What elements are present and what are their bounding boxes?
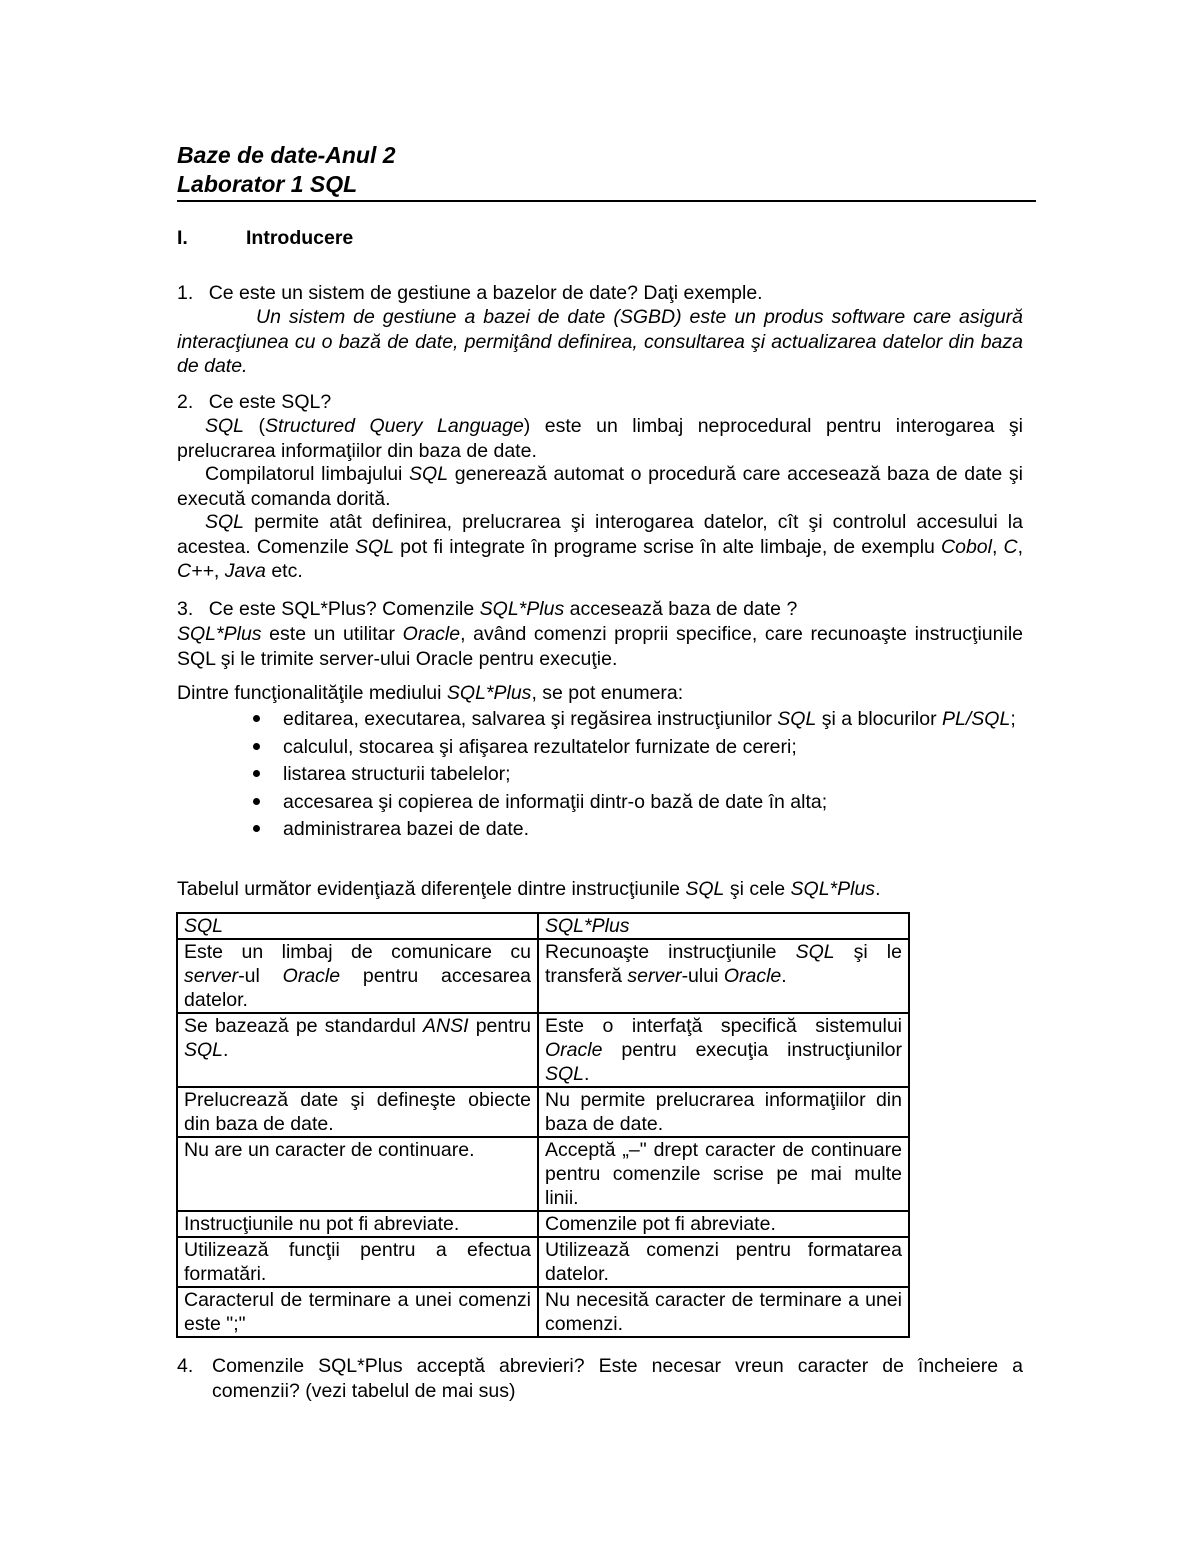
question-text: Comenzile SQL*Plus acceptă abrevieri? Este necesar vreun caracter de încheiere a comenzii? (vezi tabelul de mai sus)	[212, 1355, 1023, 1402]
table-cell: Este o interfaţă specifică sistemului Oracle pentru execuţia instrucţiunilor SQL.	[538, 1013, 909, 1087]
table-cell: Nu necesită caracter de terminare a unei comenzi.	[538, 1287, 909, 1337]
answer-2-paragraph-2: Compilatorul limbajului SQL generează automat o procedură care accesează baza de date şi execută comanda dorită.	[177, 463, 1023, 510]
question-text: Ce este SQL?	[208, 391, 332, 413]
question-number: 3.	[177, 598, 194, 620]
table-row	[177, 1211, 909, 1237]
section-title: Introducere	[246, 227, 354, 249]
table-cell: Utilizează funcţii pentru a efectua formatări.	[177, 1237, 538, 1287]
table-row	[177, 1013, 909, 1087]
table-header-cell: SQL*Plus	[538, 913, 909, 939]
answer-1: Un sistem de gestiune a bazei de date (SGBD) este un produs software care asigură interacţiunea cu o bază de date, permiţând definirea, consultarea şi actualizarea datelor din baza de date.	[177, 306, 1023, 377]
table-row	[177, 939, 909, 1013]
answer-3-paragraph-1: SQL*Plus este un utilitar Oracle, având comenzi proprii specifice, care recunoaşte instrucţiunile SQL şi le trimite server-ului Oracle pentru execuţie.	[177, 623, 1024, 670]
table-cell: Nu permite prelucrarea informaţiilor din baza de date.	[538, 1087, 909, 1137]
table-cell: Se bazează pe standardul ANSI pentru SQL.	[177, 1013, 538, 1087]
section-number: I.	[177, 227, 188, 249]
table-cell: Prelucrează date şi defineşte obiecte din baza de date.	[177, 1087, 538, 1137]
table-cell: Nu are un caracter de continuare.	[177, 1137, 538, 1211]
lab-title: Laborator 1 SQL	[177, 171, 358, 197]
question-1	[177, 281, 763, 305]
question-4	[177, 1354, 1023, 1403]
table-intro: Tabelul următor evidenţiază diferenţele dintre instrucţiunile SQL şi cele SQL*Plus.	[177, 878, 881, 900]
bullet-icon	[253, 743, 260, 750]
table-row	[177, 1087, 909, 1137]
table-cell: Utilizează comenzi pentru formatarea datelor.	[538, 1237, 909, 1287]
table-header-row	[177, 913, 909, 939]
question-number: 1.	[177, 282, 194, 304]
table-row	[177, 1137, 909, 1211]
answer-2-paragraph-3: SQL permite atât definirea, prelucrarea şi interogarea datelor, cît şi controlul accesului la acestea. Comenzile SQL pot fi integrate în programe scrise în alte limbaje, de exemplu Cobol, C, C++, Java etc.	[177, 511, 1024, 582]
question-number: 4.	[177, 1355, 194, 1377]
document-header	[177, 141, 396, 199]
table-cell: Recunoaşte instrucţiunile SQL şi le transferă server-ului Oracle.	[538, 939, 909, 1013]
answer-2-paragraph-1: SQL (Structured Query Language) este un limbaj neprocedural pentru interogarea şi prelucrarea informaţiilor din baza de date.	[177, 415, 1023, 462]
list-item: editarea, executarea, salvarea şi regăsirea instrucţiunilor SQL şi a blocurilor PL/SQL;	[245, 707, 1023, 732]
header-rule	[177, 200, 1036, 202]
list-item: administrarea bazei de date.	[245, 817, 1023, 842]
question-text: Ce este un sistem de gestiune a bazelor de date? Daţi exemple.	[208, 282, 763, 304]
table-cell: Acceptă „–" drept caracter de continuare pentru comenzile scrise pe mai multe linii.	[538, 1137, 909, 1211]
table-row	[177, 1287, 909, 1337]
bullet-icon	[253, 770, 260, 777]
comparison-table	[176, 912, 910, 1338]
question-text: Ce este SQL*Plus? Comenzile SQL*Plus accesează baza de date ?	[208, 598, 798, 620]
bullet-icon	[253, 715, 260, 722]
question-3	[177, 597, 797, 621]
table-cell: Este un limbaj de comunicare cu server-ul Oracle pentru accesarea datelor.	[177, 939, 538, 1013]
table-header-cell: SQL	[177, 913, 538, 939]
list-item: accesarea şi copierea de informaţii dintr-o bază de date în alta;	[245, 790, 1023, 815]
list-item: listarea structurii tabelelor;	[245, 762, 1023, 787]
table-cell: Caracterul de terminare a unei comenzi este ";"	[177, 1287, 538, 1337]
features-list	[245, 707, 1023, 845]
list-item: calculul, stocarea şi afişarea rezultatelor furnizate de cereri;	[245, 735, 1023, 760]
question-2	[177, 390, 331, 414]
table-cell: Instrucţiunile nu pot fi abreviate.	[177, 1211, 538, 1237]
table-row	[177, 1237, 909, 1287]
bullet-icon	[253, 798, 260, 805]
answer-3-paragraph-2: Dintre funcţionalităţile mediului SQL*Plus, se pot enumera:	[177, 682, 684, 704]
course-title: Baze de date-Anul 2	[177, 142, 396, 168]
bullet-icon	[253, 825, 260, 832]
question-number: 2.	[177, 391, 194, 413]
table-cell: Comenzile pot fi abreviate.	[538, 1211, 909, 1237]
